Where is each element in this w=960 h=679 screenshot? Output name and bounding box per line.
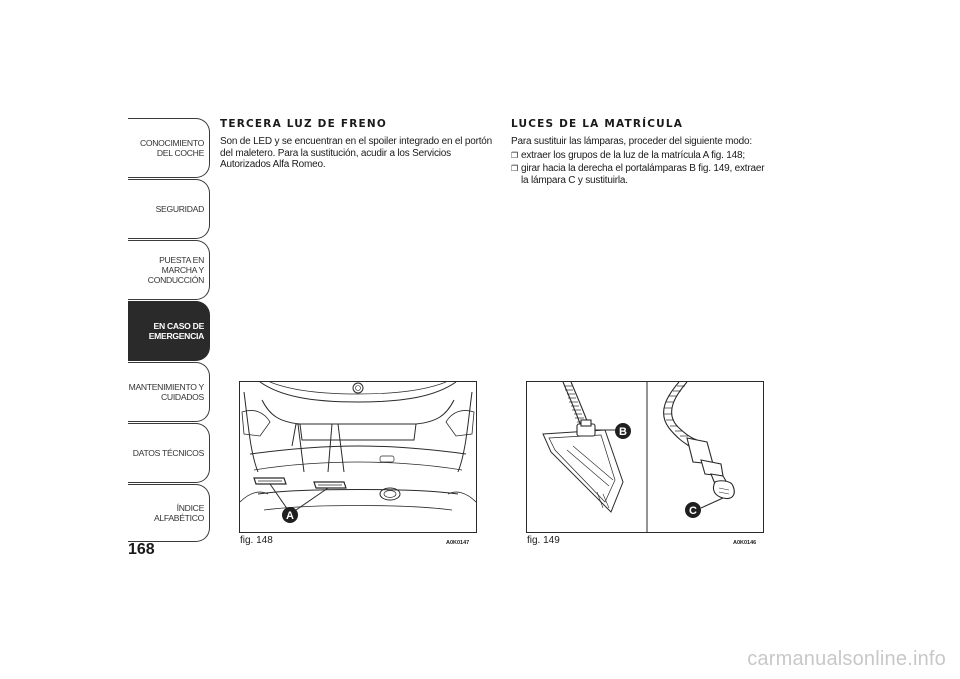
tab-label: ÍNDICE ALFABÉTICO (153, 503, 204, 523)
figure-caption: fig. 149 (527, 535, 560, 546)
tab-seguridad[interactable] (128, 179, 210, 239)
section-heading: TERCERA LUZ DE FRENO (220, 118, 387, 130)
tab-label: CONOCIMIENTO DEL COCHE (139, 138, 204, 158)
tab-label: EN CASO DE EMERGENCIA (148, 321, 204, 341)
figure-code: A0K0147 (446, 540, 470, 546)
tab-indice-alfabetico[interactable] (128, 484, 210, 542)
tab-conocimiento-del-coche[interactable] (128, 118, 210, 178)
tab-label: MANTENIMIENTO Y CUIDADOS (128, 382, 204, 402)
figure-caption: fig. 148 (240, 535, 273, 546)
section-body: Son de LED y se encuentran en el spoiler integrado en el portón del maletero. Para la sustitución, acudir a los Servicios Autorizados Alfa Romeo. (220, 136, 493, 170)
callout-a-label: A (286, 510, 294, 522)
checkbox-bullet-icon: ❒ (511, 164, 518, 173)
section-intro: Para sustituir las lámparas, proceder del siguiente modo: (511, 136, 752, 147)
callout-b-label: B (619, 426, 627, 438)
lamp-holder-illustration (527, 382, 763, 532)
list-item (511, 163, 766, 186)
list-item-text: girar hacia la derecha el portalámparas B fig. 149, extraer la lámpara C y sustituirla. (521, 163, 765, 186)
site-watermark: carmanualsonline.info (747, 648, 946, 670)
figure-code: A0K0146 (733, 540, 757, 546)
list-item (511, 150, 766, 162)
tab-datos-tecnicos[interactable] (128, 423, 210, 483)
third-brake-light-section (220, 118, 495, 171)
tab-en-caso-de-emergencia[interactable] (128, 301, 210, 361)
tab-label: PUESTA EN MARCHA Y CONDUCCIÓN (147, 255, 204, 285)
callout-c-label: C (689, 505, 697, 517)
list-item-text: extraer los grupos de la luz de la matrícula A fig. 148; (521, 149, 745, 161)
car-rear-illustration (240, 382, 476, 532)
page-number: 168 (128, 541, 155, 558)
tab-mantenimiento[interactable] (128, 362, 210, 422)
tab-label: DATOS TÉCNICOS (132, 448, 204, 458)
license-plate-lights-section (511, 118, 766, 188)
figure-149 (526, 381, 764, 533)
tab-puesta-en-marcha[interactable] (128, 240, 210, 300)
section-heading: LUCES DE LA MATRÍCULA (511, 118, 684, 130)
figure-148 (239, 381, 477, 533)
checkbox-bullet-icon: ❒ (511, 150, 518, 160)
tab-label: SEGURIDAD (155, 204, 204, 214)
